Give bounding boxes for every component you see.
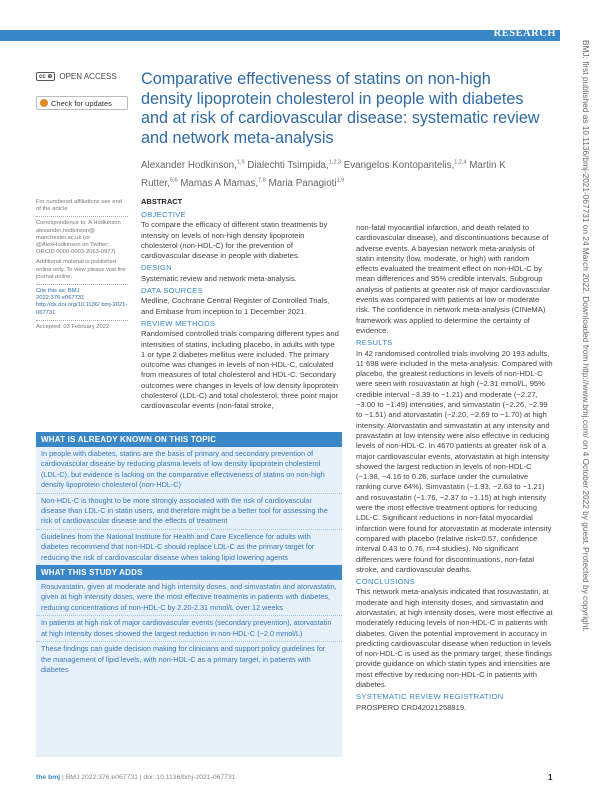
open-access-badge [36,72,117,81]
open-access-label: OPEN ACCESS [59,72,117,81]
additional-material: Additional material is published online only. To view please visit the journal online. [36,259,126,280]
check-updates-label: Check for updates [51,98,112,108]
author: Dialechti Tsimpida,$^{1,2,3}$ [244,160,341,172]
section-heading: CONCLUSIONS [356,577,415,587]
abstract-column-1 [141,208,341,414]
cite-as-link[interactable]: Cite this as: BMJ 2022;376:e067731 http://dx.doi.org/10.1136/ bmj-2021-067731 [36,288,128,316]
page-number: 1 [548,773,553,782]
section-heading: DATA SOURCES [141,286,203,296]
section-text: Medline, Cochrane Central Register of Controlled Trials, and Embase from inception to 1 December 2021. [141,296,330,316]
section-text: This network meta-analysis indicated that rosuvastatin, at moderate and high intensity doses, and simvastatin and atorvastatin, at high intensity doses, were most effective at moderately reducing levels of non-HDL-C in patients with diabetes. Given the potential improvement in accuracy in predicting cardiovascular disease when reduction in levels of non-HDL-C is used as the primary target, these findings provide guidance on which statin types and intensities are most effective by reducing non-HDL-C in patients with diabetes. [356,587,553,690]
article-title: Comparative effectiveness of statins on non-high density lipoprotein cholesterol in people with diabetes and at risk of cardiovascular disease: systematic review and network meta-analysis [141,70,540,147]
page-footer [36,774,236,781]
section-heading: REVIEW METHODS [141,318,216,328]
section-text: Randomised controlled trials comparing different types and intensities of statins, including placebo, in adults with type 1 or type 2 diabetes mellitus were included. The primary outcome was changes in levels of non-HDL-C, calculated from measures of total cholesterol and HDL-C. Secondary outcomes were changes in levels of low density lipoprotein cholesterol (LDL-C) and total cholesterol, three point major cardiovascular events (non-fatal stroke, [141,329,339,411]
footer-citation: | BMJ 2022;376:e067731 | doi: 10.1136/bmj-2021-067731 [60,774,236,781]
list-item: Rosuvastatin, given at moderate and high intensity doses, and simvastatin and atorvastatin, given at high intensity doses, were the most effective treatments in patients with diabetes, reducing concentrations of non-HDL-C by 2.20-2.31 mmol/L over 12 weeks [41,582,337,612]
abstract-column-2 [356,223,553,715]
list-item: In people with diabetes, statins are the basis of primary and secondary prevention of cardiovascular disease by reducing plasma levels of low density lipoprotein cholesterol (LDL-C), but evidence is lacking on the comparative effectiveness of statins on non-high density lipoprotein cholesterol (non-HDL-C) [41,449,325,490]
affiliation-note: For numbered affiliations see end of the article [36,199,122,213]
updates-icon [40,99,48,107]
author: Evangelos Kontopantelis,$^{1,2,4}$ [340,160,467,172]
copyright-margin [577,40,593,760]
section-heading: SYSTEMATIC REVIEW REGISTRATION [356,692,504,702]
summary-box [36,432,342,757]
accepted-date: Accepted: 03 February 2022 [36,323,110,330]
adds-heading: WHAT THIS STUDY ADDS [36,565,342,580]
list-item: Guidelines from the National Institute for Health and Care Excellence for adults with diabetes recommend that non-HDL-C should replace LDL-C as the primary target for reducing the risk of cardiovascular disease when taking lipid lowering agents [36,529,342,565]
list-item: In patients at high risk of major cardiovascular events (secondary prevention), atorvastatin at high intensity doses showed the largest reduction in non-HDL-C (−2.0 mmol/L) [36,615,342,641]
section-text: PROSPERO CRD42021258819. [356,702,467,712]
section-heading: OBJECTIVE [141,210,186,219]
section-text: In 42 randomised controlled trials involving 20 193 adults, 11 698 were included in the meta-analysis. Compared with placebo, the greatest reductions in levels of non-HDL-C were seen with rosuvastatin at high (−2.31 mmol/L, 95% credible interval −3.39 to −1.21) and moderate (−2.27, −3.00 to −1.49) intensities, and simvastatin (−2.26, −2.99 to −1.51) and atorvastatin (−2.20, −2.69 to −1.70) at high intensity. Atorvastatin and simvastatin at any intensity and pravastatin at low intensity were also effective in reducing levels of non-HDL-C. In 4670 patients at greater risk of a major cardiovascular events, atorvastatin at high intensity showed the largest reduction in levels of non-HDL-C (−1.98, −4.16 to 0.26, surface under the cumulative ranking curve 64%). Simvastatin (−1.93, −2.63 to −1.21) and rosuvastatin (−1.76, −2.37 to −1.15) at high intensity were the most effective treatment options for reducing LDL-C. Significant reductions in non-fatal myocardial infarction were found for atorvastatin at moderate intensity compared with placebo (relative risk=0.57, confidence interval 0.43 to 0.76, n=4 studies). No significant differences were found for discontinuations, non-fatal stroke, and cardiovascular deaths. [356,348,553,574]
journal-logo: the bmj [36,774,61,781]
abstract-heading: ABSTRACT [141,197,183,206]
section-label: RESEARCH [493,28,556,39]
copyright-text: BMJ: first published as 10.1136/bmj-2021-067731 on 24 March 2022. Downloaded from http://www.bmj.com/ on 4 October 2022 by guest. Protected by copyright. [581,40,591,633]
list-item: These findings can guide decision making for clinicians and support policy guidelines for the management of lipid levels, with non-HDL-C as a primary target, in patients with diabetes [36,641,342,677]
known-heading: WHAT IS ALREADY KNOWN ON THIS TOPIC [36,432,342,447]
section-text: non-fatal myocardial infarction, and death related to cardiovascular disease), and discontinuations because of adverse events. A bayesian network meta-analysis of statin intensity (low, moderate, or high) with random effects evaluated the treatment effect on non-HDL-C by mean differences and 95% credible intervals. Subgroup analysis of patients at greater risk of major cardiovascular events was compared with patients at low or moderate risk. The confidence in network meta-analysis (CINeMA) framework was applied to determine the certainty of evidence. [356,223,550,335]
author-list [141,156,541,191]
author: Martin K Rutter,$^{5,6}$ [141,160,506,189]
article-sidebar [36,199,128,334]
cc-license-icon: cc ⊕ [36,72,55,81]
author: Alexander Hodkinson,$^{1,9}$ [141,160,245,172]
check-for-updates-button[interactable] [36,96,128,110]
author: Maria Panagioti$^{1,9}$ [265,177,345,189]
section-heading: DESIGN [141,263,172,273]
author: Mamas A Mamas,$^{7,8}$ [177,177,266,189]
list-item: Non-HDL-C is thought to be more strongly associated with the risk of cardiovascular disease than LDL-C in statin users, and therefore might be a better tool for assessing the risk of cardiovascular disease and the effects of treatment [36,493,342,529]
section-banner [0,30,560,41]
correspondence: Correspondence to: A Hodkinson alexander.hodkinson@ manchester.ac.uk (or @AlexHodkinson on Twitter; ORCID 0000-0003-2063-0977) [36,220,121,256]
section-text: Systematic review and network meta-analysis. [141,273,297,283]
section-heading: RESULTS [356,338,393,348]
section-text: To compare the efficacy of different statin treatments by intensity on levels of non-high density lipoprotein cholesterol (non-HDL-C) for the prevention of cardiovascular disease in people with diabetes. [141,220,328,261]
